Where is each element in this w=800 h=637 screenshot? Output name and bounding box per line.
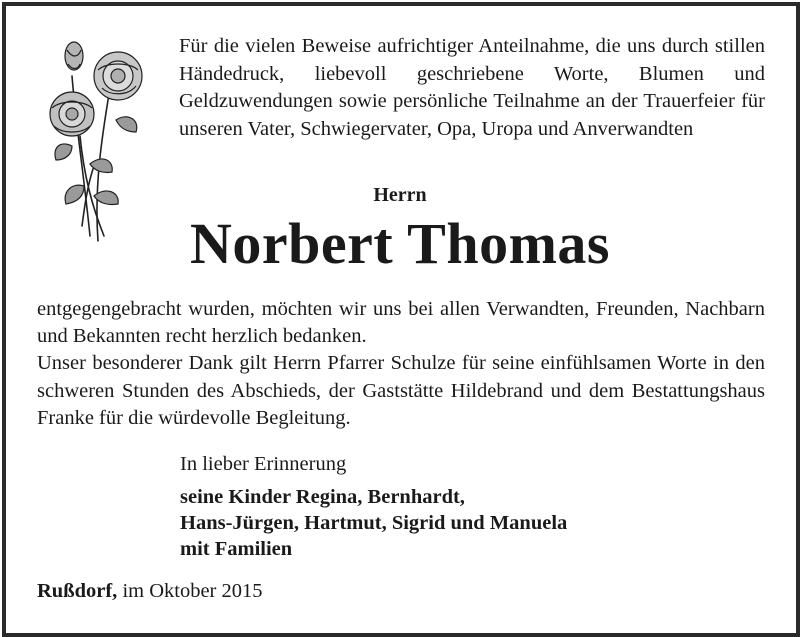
- salutation: Herrn: [373, 184, 427, 206]
- signers-block: [180, 484, 567, 562]
- place: Rußdorf,: [37, 580, 118, 602]
- body-paragraph-thanks: entgegengebracht wurden, möchten wir uns bei allen Verwandten, Freunden, Nachbarn und Bekannten recht herzlich bedanken.: [37, 298, 765, 348]
- signer-line: mit Familien: [180, 538, 293, 560]
- signer-line: Hans-Jürgen, Hartmut, Sigrid und Manuela: [180, 512, 568, 534]
- body-paragraph-special-thanks: Unser besonderer Dank gilt Herrn Pfarrer Schulze für seine einfühlsamen Worte in den schweren Stunden des Abschieds, der Gaststätte Hildebrand und dem Bestattungshaus Franke für die würdevolle Begleitung.: [37, 352, 765, 429]
- body-text: [37, 296, 765, 432]
- date: im Oktober 2015: [122, 580, 263, 602]
- place-date: [37, 578, 263, 604]
- closing-phrase: In lieber Erinnerung: [180, 453, 347, 475]
- signer-line: seine Kinder Regina, Bernhardt,: [180, 486, 465, 508]
- intro-text: Für die vielen Beweise aufrichtiger Anteilnahme, die uns durch stillen Händedruck, liebevoll geschriebene Worte, Blumen und Geldzuwendungen sowie persönliche Teilnahme an der Trauerfeier für unseren Vater, Schwiegervater, Opa, Uropa und Anverwandten: [179, 35, 765, 140]
- deceased-name: Norbert Thomas: [190, 211, 610, 276]
